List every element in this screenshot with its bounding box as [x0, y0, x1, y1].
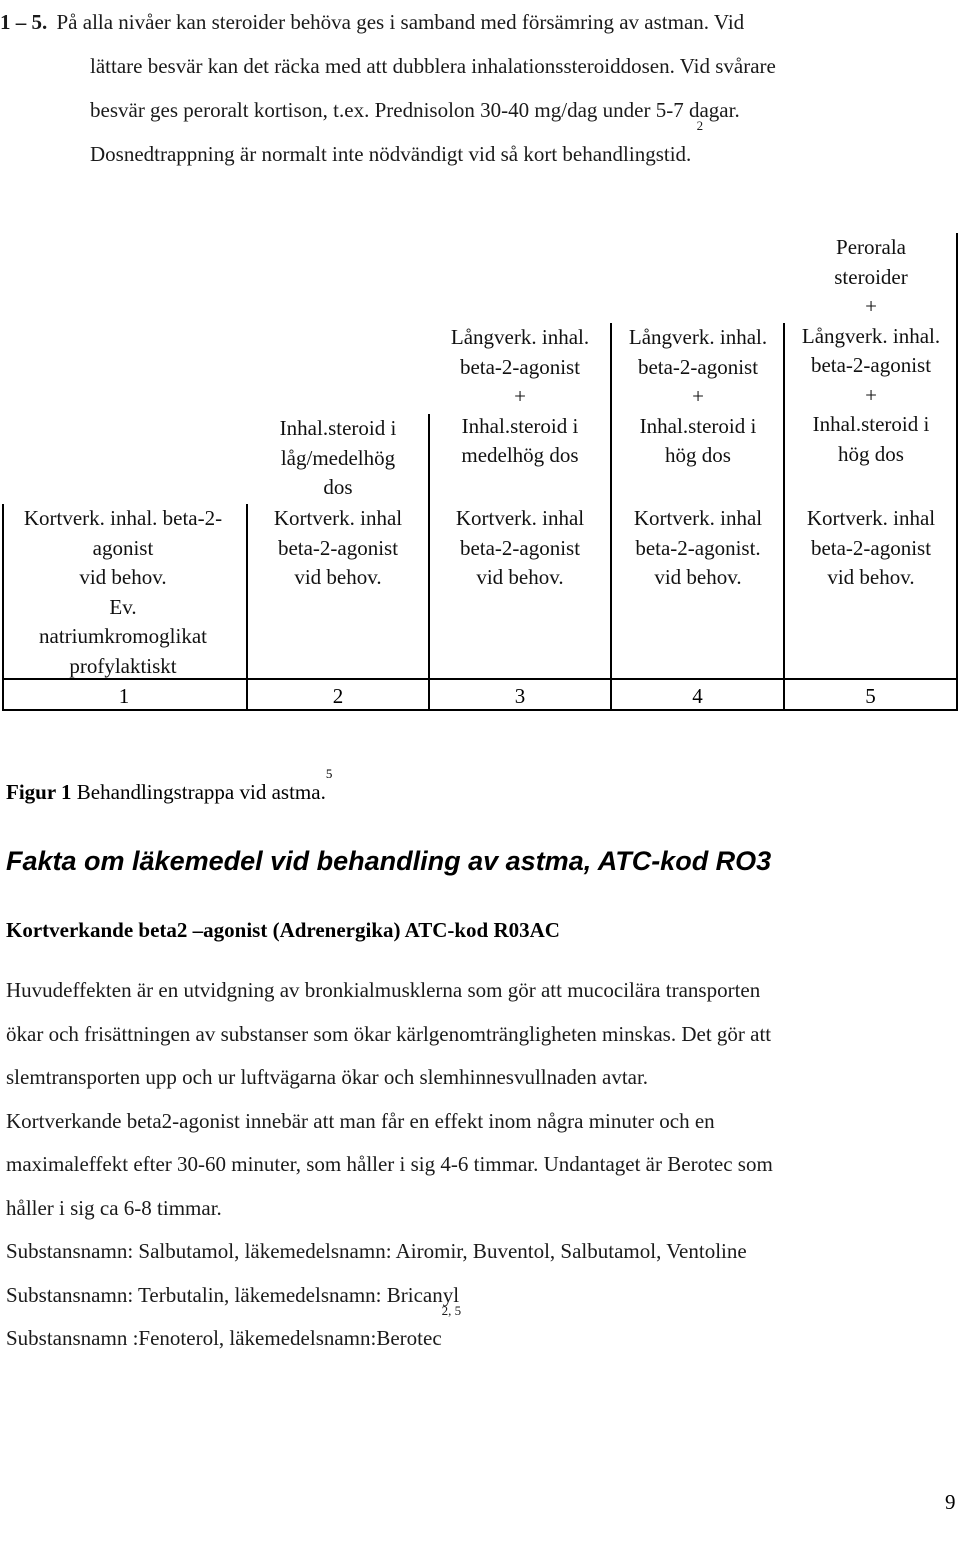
step-5-line: hög dos	[838, 441, 904, 466]
step-divider	[610, 323, 612, 711]
step-5-line: Långverk. inhal.	[801, 323, 941, 348]
body-line: maximaleffekt efter 30-60 minuter, som håller i sig 4-6 timmar. Undantaget är Berotec som	[6, 1152, 773, 1176]
step-4-line: beta-2-agonist.	[635, 535, 761, 560]
figure-caption-text: Behandlingstrappa vid astma.	[76, 780, 326, 804]
step-3-upper	[430, 323, 610, 471]
page-number: 9	[945, 1490, 956, 1514]
step-3-line: Långverk. inhal.	[450, 325, 590, 349]
step-1-line: profylaktiskt	[69, 653, 177, 678]
step-2-line: dos	[323, 475, 353, 499]
step-4-line: +	[692, 384, 704, 408]
section-heading: Fakta om läkemedel vid behandling av astma, ATC-kod RO3	[6, 846, 772, 876]
intro-line-2: lättare besvär kan det räcka med att dubblera inhalationssteroiddosen. Vid svårare	[90, 54, 776, 78]
step-4-line: Kortverk. inhal	[633, 506, 763, 530]
body-line-text: Substansnamn :Fenoterol, läkemedelsnamn:Berotec	[6, 1326, 442, 1350]
step-3-line: Inhal.steroid i	[461, 413, 579, 438]
step-3-line: medelhög dos	[461, 443, 579, 467]
step-2-line: låg/medelhög	[280, 445, 396, 470]
body-line: slemtransporten upp och ur luftvägarna ökar och slemhinnesvullnaden avtar.	[6, 1065, 649, 1089]
step-3-line: beta-2-agonist	[459, 354, 581, 379]
step-2-line: beta-2-agonist	[277, 535, 399, 560]
step-5-line: beta-2-agonist	[810, 353, 932, 377]
step-divider	[428, 414, 430, 711]
intro-lead: 1 – 5.	[0, 10, 48, 34]
step-5-upper	[786, 233, 956, 469]
step-4-line: beta-2-agonist	[637, 354, 759, 379]
step-5-line: +	[865, 382, 877, 407]
body-line: ökar och frisättningen av substanser som ökar kärlgenomträngligheten minskas. Det gör att	[6, 1021, 772, 1046]
body-reference: 2, 5	[441, 1303, 462, 1318]
step-number: 1	[118, 684, 130, 708]
step-5-line: +	[865, 294, 877, 318]
step-5-lower	[786, 504, 956, 593]
step-3-line: vid behov.	[476, 565, 564, 589]
step-5-line: vid behov.	[827, 565, 915, 589]
step-4-line: Inhal.steroid i	[639, 413, 757, 438]
intro-line-3: besvär ges peroralt kortison, t.ex. Prednisolon 30-40 mg/dag under 5-7 dagar.	[90, 98, 740, 122]
step-5-line: beta-2-agonist	[810, 535, 932, 560]
step-number: 4	[692, 684, 703, 708]
step-1-line: Ev.	[109, 594, 137, 619]
step-4-upper	[612, 323, 784, 471]
step-2-line: vid behov.	[294, 565, 382, 589]
figure-reference: 5	[325, 766, 333, 781]
step-5-line: Kortverk. inhal	[806, 506, 936, 530]
step-3-line: beta-2-agonist	[459, 535, 581, 560]
step-divider	[783, 323, 785, 711]
step-divider	[246, 504, 248, 711]
body-line	[6, 1303, 936, 1361]
body-line: håller i sig ca 6-8 timmar.	[6, 1195, 222, 1220]
step-5-line: steroider	[834, 264, 908, 289]
step-divider	[2, 504, 4, 711]
figure-caption	[6, 766, 333, 805]
number-row-top-border	[2, 678, 958, 680]
step-4-line: hög dos	[665, 443, 731, 467]
step-2-lower	[248, 504, 428, 593]
step-divider	[956, 233, 958, 711]
step-2-line: Inhal.steroid i	[279, 416, 397, 440]
step-3-line: +	[514, 384, 526, 408]
intro-text-1: På alla nivåer kan steroider behöva ges i samband med försämring av astman. Vid	[56, 10, 745, 34]
intro-reference: 2	[696, 118, 704, 133]
step-5-line: Inhal.steroid i	[812, 412, 930, 436]
step-1-line: vid behov.	[79, 565, 167, 589]
step-number: 3	[514, 684, 526, 708]
step-number: 2	[332, 684, 344, 708]
body-line: Substansnamn: Terbutalin, läkemedelsnamn: Bricanyl	[6, 1282, 460, 1307]
step-1-line: natriumkromoglikat	[39, 624, 207, 648]
treatment-staircase	[0, 0, 960, 712]
step-1-lower	[0, 504, 246, 681]
body-text	[6, 969, 936, 1361]
step-4-line: vid behov.	[654, 565, 742, 589]
step-number: 5	[865, 684, 876, 708]
body-line: Substansnamn: Salbutamol, läkemedelsnamn: Airomir, Buventol, Salbutamol, Ventoline	[6, 1239, 747, 1263]
body-line: Huvudeffekten är en utvidgning av bronkialmusklerna som gör att mucocilära transporten	[6, 978, 761, 1002]
step-2-upper	[248, 414, 428, 503]
figure-label: Figur 1	[6, 780, 72, 804]
section-subheading: Kortverkande beta2 –agonist (Adrenergika) ATC-kod R03AC	[6, 918, 560, 942]
step-5-line: Perorala	[836, 235, 906, 259]
step-4-line: Långverk. inhal.	[628, 325, 768, 349]
body-line: Kortverkande beta2-agonist innebär att man får en effekt inom några minuter och en	[6, 1108, 715, 1133]
step-3-lower	[430, 504, 610, 593]
step-3-line: Kortverk. inhal	[455, 506, 585, 530]
step-4-lower	[612, 504, 784, 593]
step-2-line: Kortverk. inhal	[273, 506, 403, 530]
intro-text-4: Dosnedtrappning är normalt inte nödvändigt vid så kort behandlingstid.	[90, 142, 692, 166]
step-1-line: agonist	[92, 535, 154, 560]
step-1-line: Kortverk. inhal. beta-2-	[23, 506, 223, 530]
